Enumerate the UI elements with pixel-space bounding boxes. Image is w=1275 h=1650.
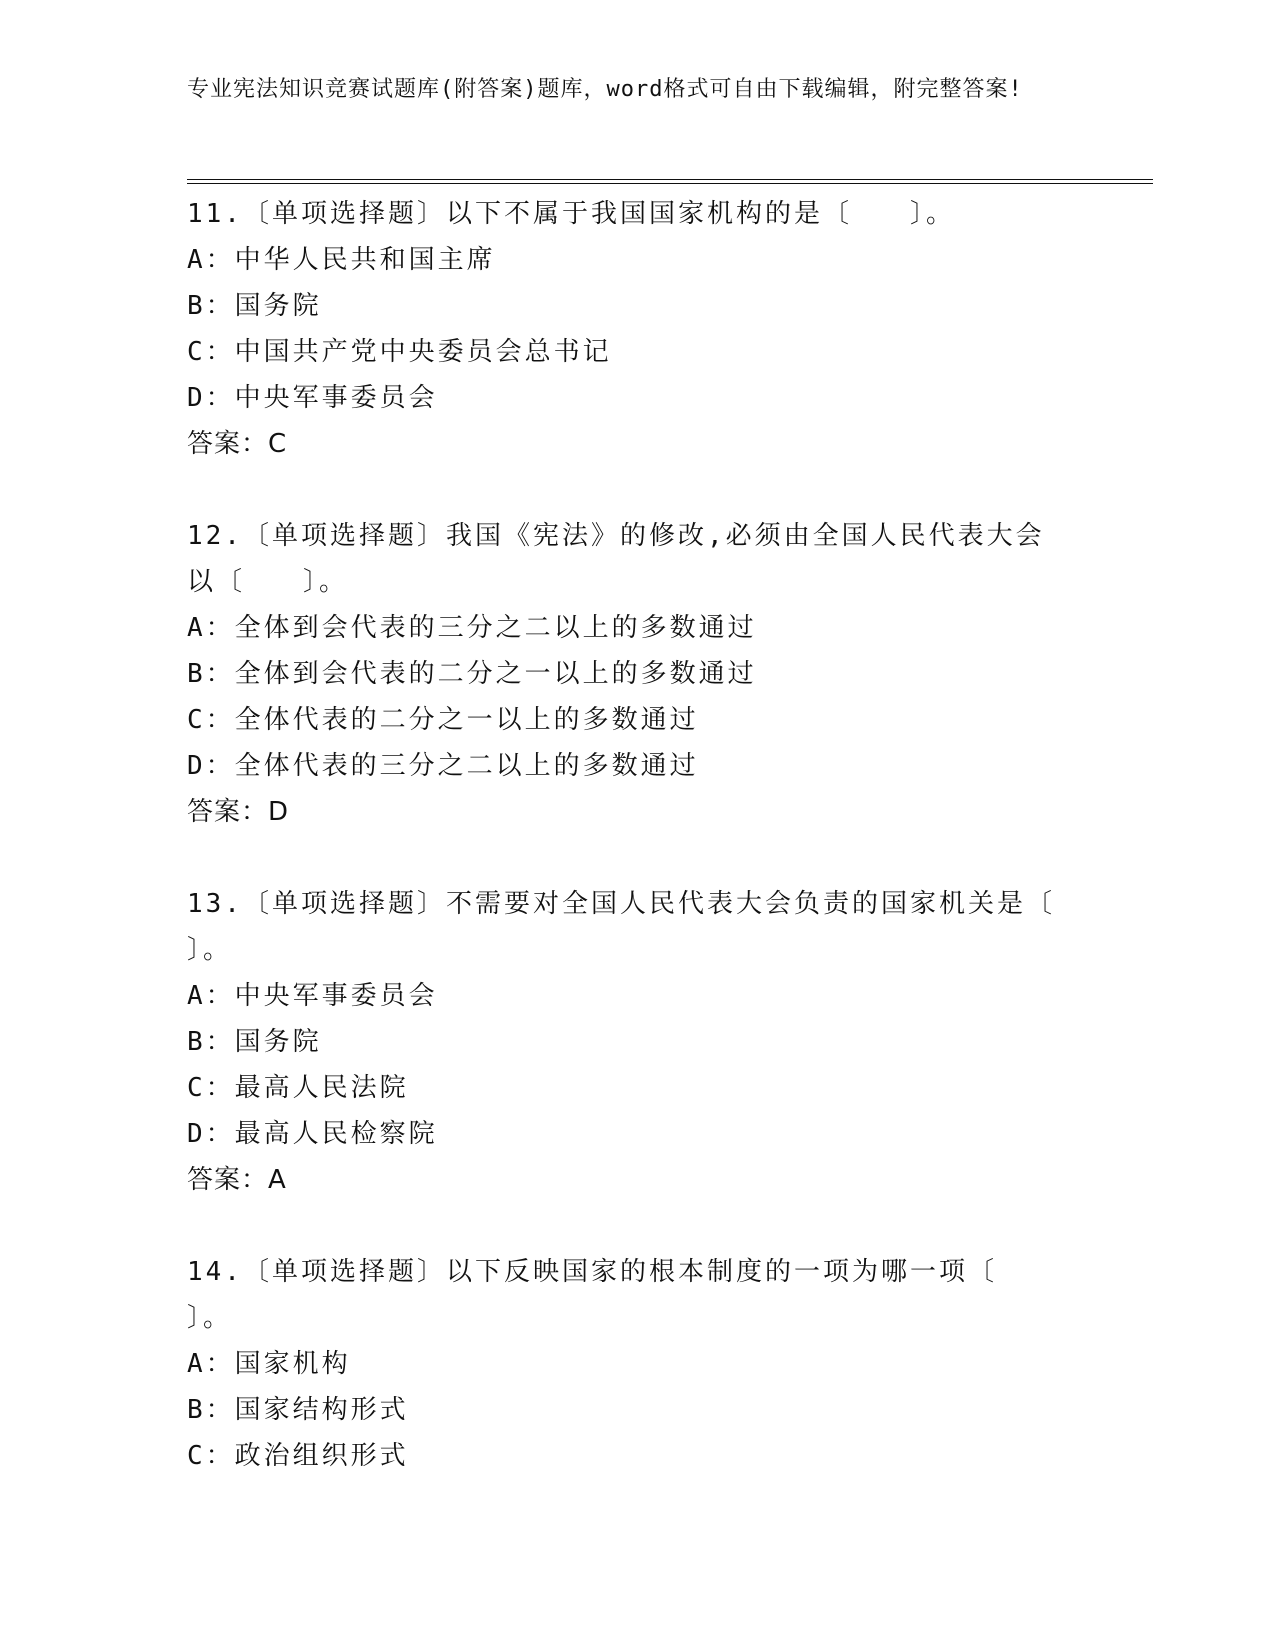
document-header: 专业宪法知识竞赛试题库(附答案)题库，word格式可自由下载编辑，附完整答案! xyxy=(187,77,1023,102)
option-b: B：国务院 xyxy=(187,291,322,321)
header-divider-top xyxy=(187,179,1153,180)
option-b: B：全体到会代表的二分之一以上的多数通过 xyxy=(187,659,757,689)
option-d: D：全体代表的三分之二以上的多数通过 xyxy=(187,751,699,781)
header-divider-bottom xyxy=(187,183,1153,184)
option-c: C：政治组织形式 xyxy=(187,1441,409,1471)
option-a: A：中央军事委员会 xyxy=(187,981,438,1011)
option-a: A：中华人民共和国主席 xyxy=(187,245,496,275)
question-12 xyxy=(187,513,1087,835)
question-stem: 13.〔单项选择题〕不需要对全国人民代表大会负责的国家机关是〔 〕。 xyxy=(187,889,1113,965)
option-a: A：全体到会代表的三分之二以上的多数通过 xyxy=(187,613,757,643)
question-14 xyxy=(187,1249,1087,1479)
answer-key: 答案：C xyxy=(187,429,288,459)
question-stem: 11.〔单项选择题〕以下不属于我国国家机构的是〔 〕。 xyxy=(187,199,955,229)
question-stem: 14.〔单项选择题〕以下反映国家的根本制度的一项为哪一项〔 〕。 xyxy=(187,1257,1055,1333)
option-b: B：国家结构形式 xyxy=(187,1395,409,1425)
option-d: D：最高人民检察院 xyxy=(187,1119,438,1149)
option-d: D：中央军事委员会 xyxy=(187,383,438,413)
answer-key: 答案：D xyxy=(187,797,290,827)
question-11 xyxy=(187,191,1087,467)
answer-key: 答案：A xyxy=(187,1165,287,1195)
option-c: C：全体代表的二分之一以上的多数通过 xyxy=(187,705,699,735)
option-c: C：最高人民法院 xyxy=(187,1073,409,1103)
question-list xyxy=(187,191,1113,1525)
question-stem: 12.〔单项选择题〕我国《宪法》的修改,必须由全国人民代表大会以〔 〕。 xyxy=(187,521,1045,597)
option-b: B：国务院 xyxy=(187,1027,322,1057)
option-a: A：国家机构 xyxy=(187,1349,351,1379)
option-c: C：中国共产党中央委员会总书记 xyxy=(187,337,612,367)
question-13 xyxy=(187,881,1113,1203)
